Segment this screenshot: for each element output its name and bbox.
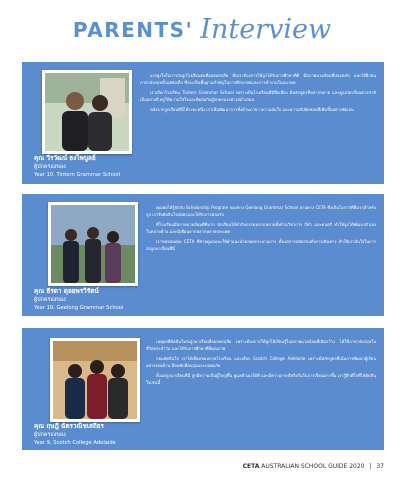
header-title: PARENTS' [72, 17, 194, 42]
interview-text-2 [146, 204, 376, 255]
caption-3 [34, 422, 116, 447]
page-footer [243, 463, 384, 470]
footer-separator: | [369, 463, 372, 470]
paragraph: เราขอขอบคุณ CETA ที่ช่วยดูแลและให้คำแนะนำตลอดกระบวนการ ตั้งแต่การสมัครจนถึงการเดินทาง ทำให้เรามั่นใจในการส่งลูกมาเรียนที่นี่ [146, 239, 376, 251]
parent-name: คุณ ฤษฎี ฉัตรวณิชเสถียร [34, 422, 104, 430]
paragraph: คุณพ่อได้รู้จักกับ Scholarship Program ของทาง Geelong Grammar School ผ่านทาง CETA ซึ่งเป็นโอกาสที่ดีมากสำหรับลูก เราจึงตัดสินใจสมัครและได้รับการตอบรับ [146, 205, 376, 217]
header-script-title: Interview [200, 14, 332, 45]
parent-photo-2 [48, 202, 138, 286]
parent-name: คุณ วีรวัฒน์ ธงไพบูลย์ [34, 154, 96, 162]
caption-2 [34, 287, 123, 312]
paragraph: ก่อนตัดสินใจ เราได้เยี่ยมชมหลายโรงเรียน และเลือก Scotch College Adelaide เพราะมีหลักสูตรที่เน้นการพัฒนาผู้เรียนอย่างรอบด้าน มีหอพักที่อบอุ่นและปลอดภัย [146, 356, 376, 368]
interview-text-3 [146, 338, 376, 389]
paragraph: แรงจูงใจในการส่งลูกไปเรียนต่อที่ออสเตรเลีย คือเราต้องการให้ลูกได้รับการศึกษาที่ดี มีสภาพแวดล้อมที่ปลอดภัย และได้ฝึกฝนภาษาอังกฤษตั้งแต่ยังเด็ก ซึ่งจะเป็นพื้นฐานสำคัญในการศึกษาต่อและการทำงานในอนาคต [140, 73, 376, 85]
student-school: Year 10, Geelong Grammar School [34, 305, 124, 311]
footer-title: AUSTRALIAN SCHOOL GUIDE 2020 [261, 463, 365, 470]
caption-1 [34, 154, 120, 179]
paragraph: ที่โรงเรียนมีสภาพแวดล้อมที่ดีมาก นักเรียนได้ทำกิจกรรมหลากหลายทั้งด้านวิชาการ กีฬา และดนตรี ทำให้ลูกได้พัฒนาตัวเองในหลายด้าน และมีเพื่อนจากหลากหลายประเทศ [146, 222, 376, 234]
paragraph: เราเลือกโรงเรียน Tintern Grammar School เพราะเป็นโรงเรียนที่มีชื่อเสียง มีหลักสูตรที่หลากหลาย และดูแลนักเรียนต่างชาติเป็นอย่างดี ครูให้ความใส่ใจและติดต่อกับผู้ปกครองอย่างสม่ำเสมอ [140, 90, 376, 102]
footer-brand: CETA [242, 463, 260, 470]
paragraph: หลังจากลูกเรียนที่นี่ได้ระยะหนึ่ง เราเห็นพัฒนาการทั้งด้านภาษา ความมั่นใจ และความรับผิดชอบที่เพิ่มขึ้นอย่างชัดเจน [150, 107, 354, 112]
parent-name: คุณ ธีรดา ดุลยพรวิรัตน์ [34, 287, 99, 295]
parent-role: ผู้ปกครองของ [34, 297, 66, 303]
paragraph: เหตุผลที่ตัดสินใจส่งลูกมาเรียนที่ออสเตรเลีย เพราะต้องการให้ลูกได้เรียนรู้ในสภาพแวดล้อมที่เปิดกว้าง ได้ใช้ภาษาอังกฤษในชีวิตประจำวัน และได้รับการศึกษาที่มีคุณภาพ [146, 339, 376, 351]
interview-card-2 [22, 194, 384, 316]
parent-role: ผู้ปกครองของ [34, 164, 66, 170]
parent-photo-1 [42, 70, 132, 154]
paragraph: ตั้งแต่ลูกมาเรียนที่นี่ ลูกมีความเป็นผู้ใหญ่ขึ้น ดูแลตัวเองได้ดี และมีความกระตือรือร้นในการเรียนมากขึ้น เรารู้สึกดีใจที่ได้ตัดสินใจเช่นนี้ [146, 373, 376, 385]
interview-card-1 [22, 62, 384, 184]
page-number: 37 [376, 463, 384, 470]
student-school: Year 10, Tintern Grammar School [34, 172, 121, 178]
parent-photo-3 [50, 338, 140, 422]
interview-text-1 [140, 72, 376, 116]
student-school: Year 9, Scotch College Adelaide [34, 440, 116, 446]
page-header [0, 14, 404, 45]
parent-role: ผู้ปกครองของ [34, 432, 66, 438]
interview-card-3 [22, 328, 384, 450]
